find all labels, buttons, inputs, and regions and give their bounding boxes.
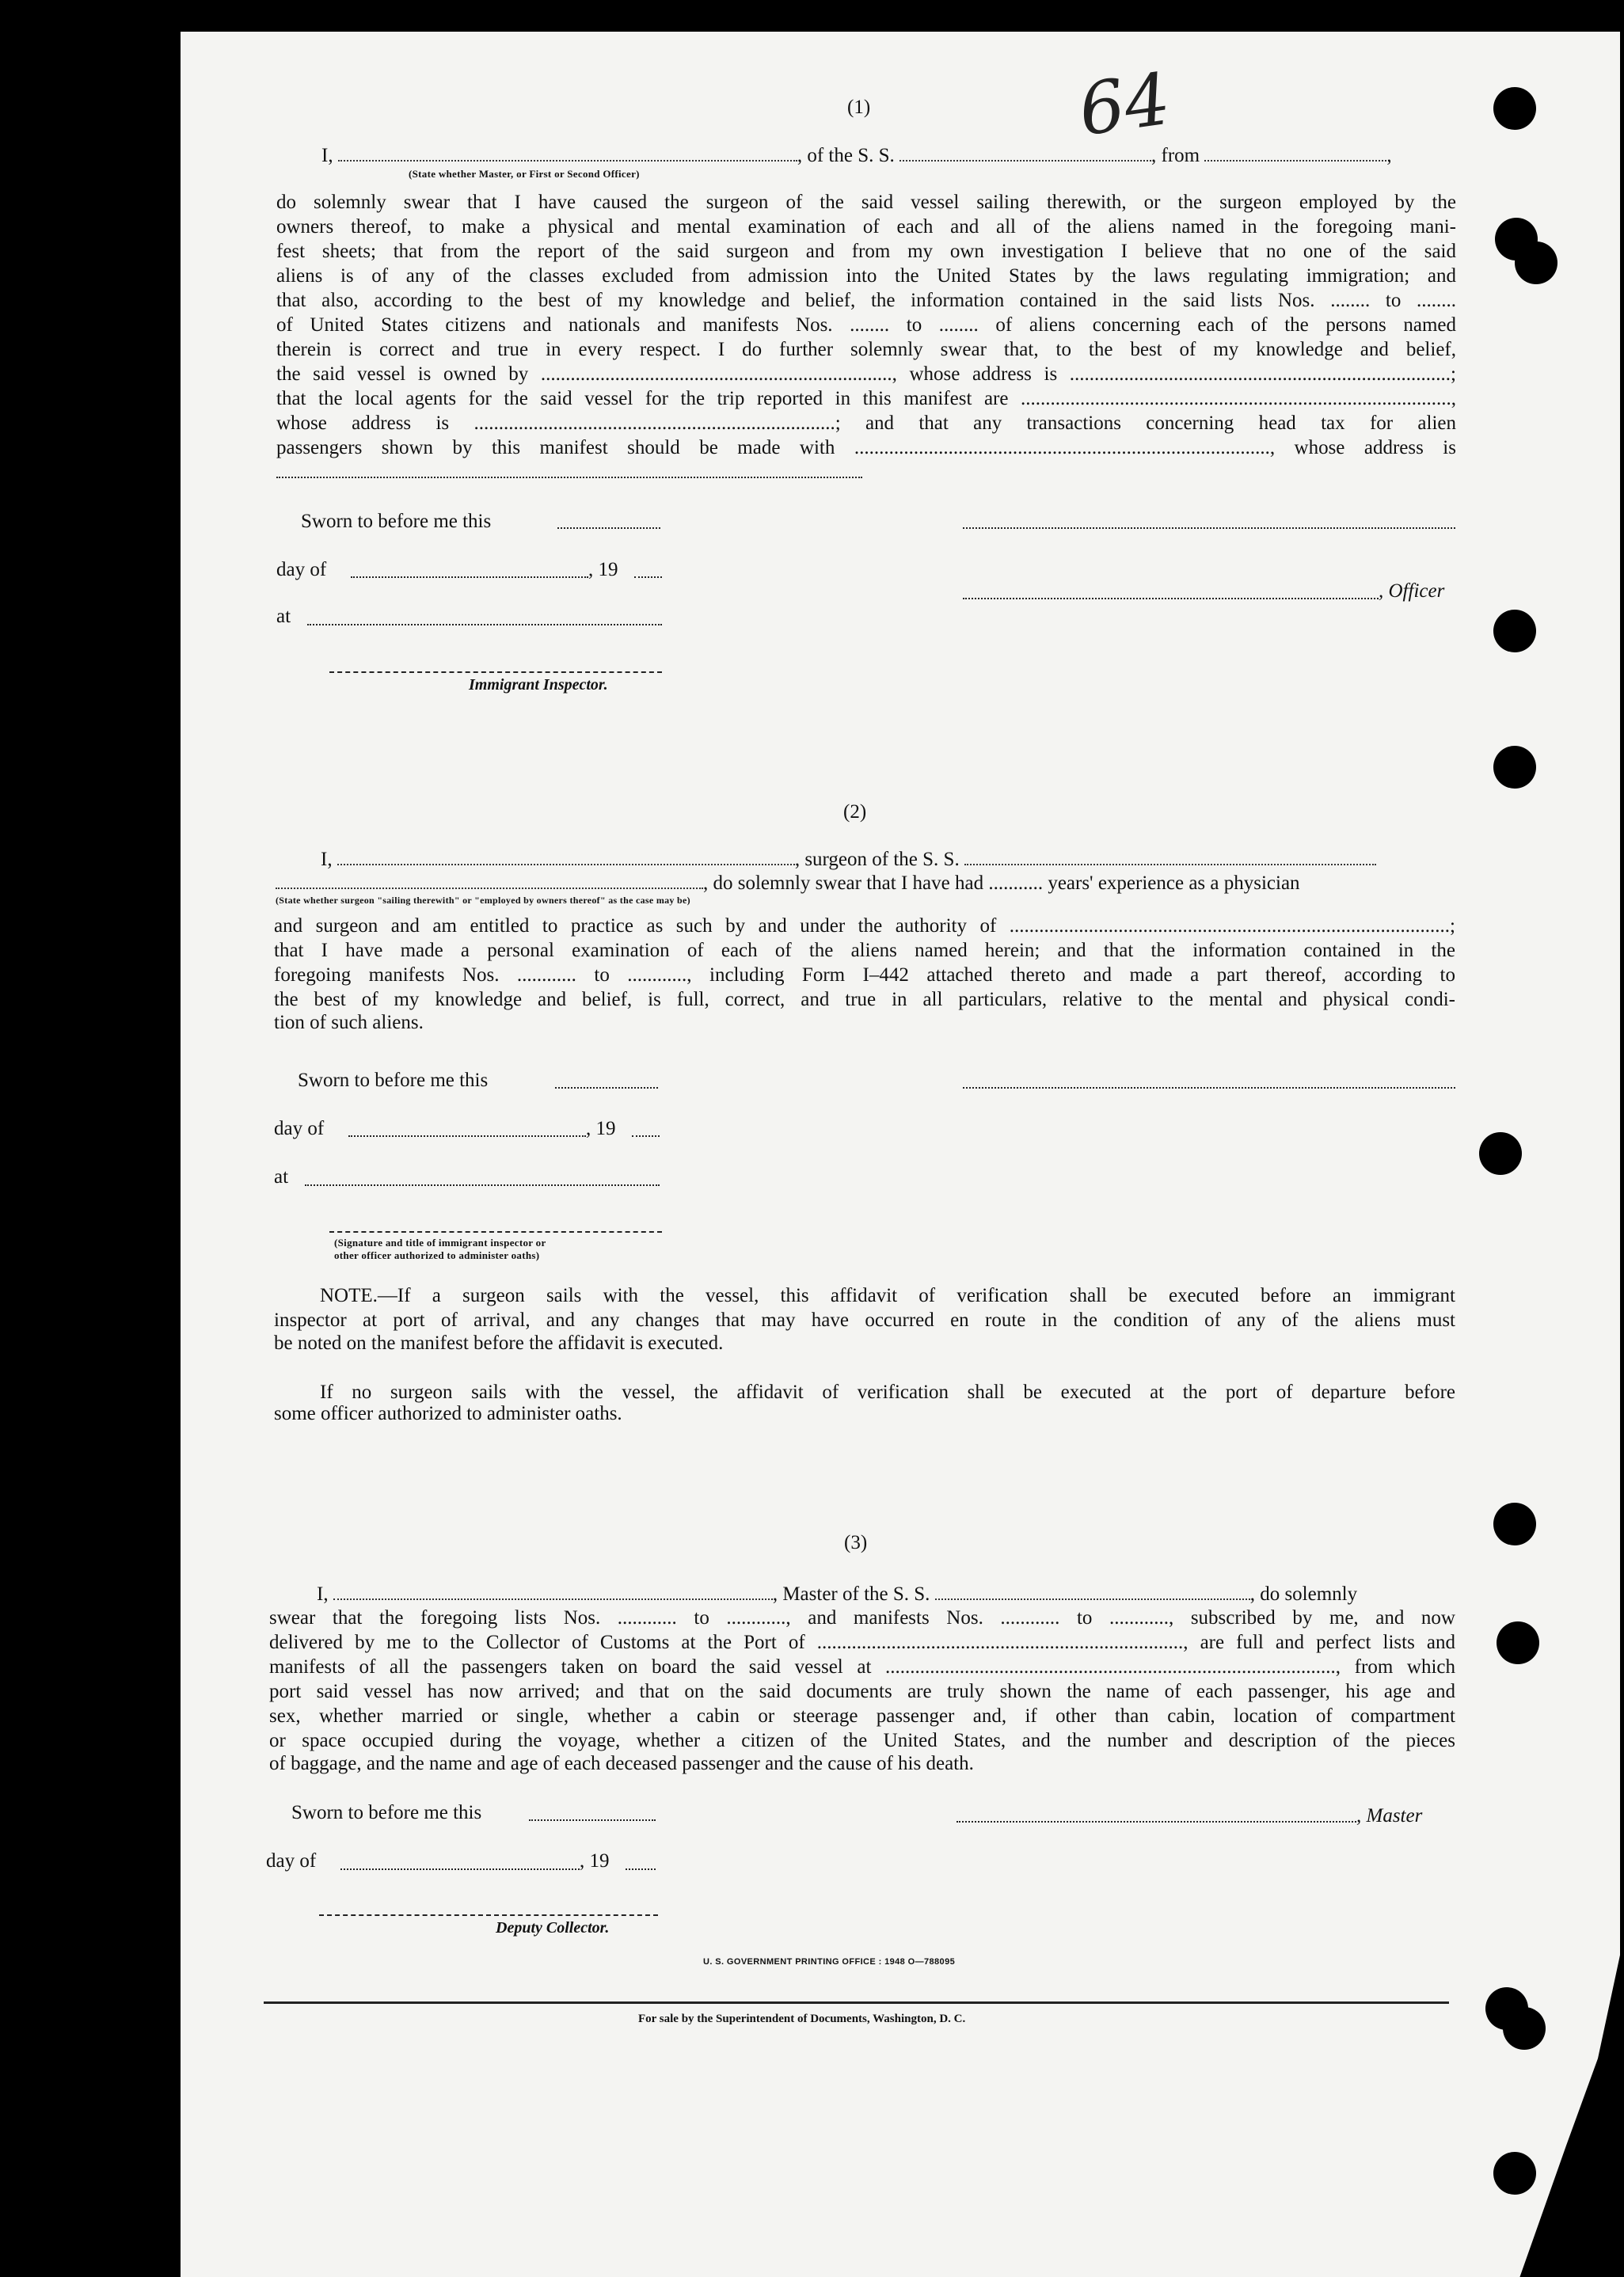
- at-label: at: [276, 606, 291, 627]
- year-label: , 19: [580, 1850, 610, 1872]
- year-field[interactable]: [626, 1868, 656, 1870]
- section-1-paragraph: [276, 190, 1456, 460]
- punch-hole: [1479, 1132, 1522, 1175]
- comma: ,: [1386, 145, 1392, 166]
- paragraph-line: delivered by me to the Collector of Customs at the Port of .........................................................................., are full and perfect lists and: [269, 1632, 1455, 1653]
- departure-port-field[interactable]: [1204, 159, 1386, 162]
- torn-corner: [1432, 1948, 1620, 2277]
- signature-caption-2: other officer authorized to administer oaths): [334, 1249, 540, 1261]
- day-of-label: day of: [274, 1118, 325, 1139]
- collector-signature-field[interactable]: [319, 1914, 658, 1916]
- paragraph-line: do solemnly swear that I have caused the surgeon of the said vessel sailing therewith, or the surgeon employed by the: [276, 192, 1456, 213]
- year-field[interactable]: [634, 576, 662, 578]
- printer-imprint: U. S. GOVERNMENT PRINTING OFFICE : 1948 O—788095: [703, 1957, 956, 1967]
- paragraph-line: fest sheets; that from the report of the said surgeon and from my own investigation I believe that no one of the said: [276, 241, 1456, 262]
- master-label: , Master: [1356, 1805, 1423, 1827]
- sworn-label: Sworn to before me this: [298, 1070, 489, 1091]
- sworn-date-field[interactable]: [557, 527, 660, 529]
- month-field[interactable]: [348, 1135, 586, 1137]
- punch-hole: [1493, 1503, 1536, 1545]
- at-label: at: [274, 1166, 289, 1188]
- paragraph-line: of United States citizens and nationals and manifests Nos. ........ to ........ of aliens concerning each of the persons named: [276, 314, 1456, 336]
- paragraph-line: port said vessel has now arrived; and that on the said documents are truly shown the name of each passenger, his age and: [269, 1681, 1455, 1702]
- footer-text: For sale by the Superintendent of Documents, Washington, D. C.: [638, 2013, 966, 2025]
- pronoun-label: I,: [317, 1583, 329, 1605]
- note-line: NOTE.—If a surgeon sails with the vessel, this affidavit of verification shall be executed before an immigrant: [320, 1285, 1455, 1306]
- place-field[interactable]: [307, 624, 662, 625]
- note-paragraph: [274, 1283, 1455, 1332]
- year-label: , 19: [586, 1118, 616, 1139]
- paragraph-line: therein is correct and true in every respect. I do further solemnly swear that, to the best of my knowledge and belief,: [276, 339, 1456, 360]
- vessel-name-field[interactable]: [964, 863, 1376, 865]
- signature-caption-1: (Signature and title of immigrant inspector or: [334, 1237, 546, 1249]
- paragraph-line: foregoing manifests Nos. ............ to ............, including Form I–442 attached thereto and made a part thereof, according to: [274, 964, 1455, 986]
- section-3-first-line: [317, 1583, 1357, 1606]
- of-ss-label: , of the S. S.: [797, 145, 895, 166]
- years-experience-text: , do solemnly swear that I have had ........... years' experience as a physician: [703, 872, 1300, 894]
- sworn-label: Sworn to before me this: [291, 1802, 482, 1823]
- paragraph-line: the best of my knowledge and belief, is full, correct, and true in all particulars, relative to the mental and physical condi-: [274, 989, 1455, 1010]
- punch-hole: [1497, 1621, 1539, 1664]
- paragraph-line: swear that the foregoing lists Nos. ............ to ............, and manifests Nos. ............ to ............, subscribed by me, and now: [269, 1607, 1455, 1629]
- master-ss-label: , Master of the S. S.: [772, 1583, 930, 1605]
- solemnly-label: , do solemnly: [1249, 1583, 1358, 1605]
- section-1-number: (1): [847, 97, 871, 118]
- day-of-label: day of: [266, 1850, 317, 1872]
- inspector-signature-field[interactable]: [329, 671, 662, 673]
- paragraph-line: whose address is .........................................................................; and that any transactions concerning head tax for alien: [276, 412, 1456, 434]
- place-field[interactable]: [305, 1184, 660, 1186]
- from-label: , from: [1151, 145, 1200, 166]
- collector-label: Deputy Collector.: [496, 1919, 610, 1937]
- section-2-number: (2): [843, 801, 867, 823]
- officer-label: , Officer: [1379, 580, 1445, 602]
- punch-hole: [1493, 746, 1536, 789]
- note-last-line: be noted on the manifest before the affidavit is executed.: [274, 1332, 724, 1354]
- paragraph-line: the said vessel is owned by ......................................................................., whose address is .............................................................................;: [276, 363, 1456, 385]
- paragraph-last-line: of baggage, and the name and age of each deceased passenger and the cause of his death.: [269, 1753, 974, 1774]
- section-3-number: (3): [844, 1532, 868, 1553]
- officer-signature-field[interactable]: [963, 527, 1455, 529]
- paragraph-line: that the local agents for the said vessel for the trip reported in this manifest are .......................................................................................,: [276, 388, 1456, 409]
- note-line: inspector at port of arrival, and any changes that may have occurred en route in the condition of any of the aliens must: [274, 1310, 1455, 1331]
- note2-last-line: some officer authorized to administer oaths.: [274, 1403, 622, 1424]
- footer-rule: [264, 2001, 1449, 2004]
- paragraph-last-line: tion of such aliens.: [274, 1012, 424, 1033]
- section-1-caption: (State whether Master, or First or Second Officer): [409, 168, 640, 180]
- section-2-second-line: [276, 872, 1300, 895]
- surgeon-ss-label: , surgeon of the S. S.: [794, 849, 960, 870]
- day-of-label: day of: [276, 559, 327, 580]
- paragraph-line: sex, whether married or single, whether a cabin or steerage passenger and, if other than cabin, location of compartment: [269, 1705, 1455, 1727]
- vessel-name-field[interactable]: [935, 1598, 1250, 1600]
- sworn-date-field[interactable]: [529, 1819, 656, 1821]
- master-signature-field[interactable]: [957, 1821, 1356, 1823]
- paragraph-line: that also, according to the best of my knowledge and belief, the information contained in the said lists Nos. ........ to ........: [276, 290, 1456, 311]
- section-2-caption: (State whether surgeon "sailing therewith" or "employed by owners thereof" as the case may be): [276, 895, 690, 906]
- month-field[interactable]: [340, 1868, 580, 1870]
- paragraph-line: or space occupied during the voyage, whether a citizen of the United States, and the number and description of the pieces: [269, 1730, 1455, 1751]
- inspector-label: Immigrant Inspector.: [469, 676, 608, 694]
- officer-title-field[interactable]: [963, 598, 1379, 599]
- page-number-mark: 64: [1074, 57, 1176, 153]
- vessel-name-field[interactable]: [899, 159, 1151, 162]
- year-field[interactable]: [632, 1135, 660, 1137]
- month-field[interactable]: [351, 576, 588, 578]
- surgeon-status-field[interactable]: [276, 887, 703, 889]
- pronoun-label: I,: [321, 849, 333, 870]
- section-1-first-line: [321, 145, 1392, 167]
- surgeon-name-field[interactable]: [337, 863, 795, 865]
- address-continuation-field[interactable]: [276, 477, 862, 478]
- paragraph-line: passengers shown by this manifest should be made with ...................................................................................., whose address is: [276, 437, 1456, 458]
- punch-hole: [1493, 87, 1536, 130]
- inspector-signature-field[interactable]: [963, 1087, 1455, 1089]
- sworn-date-field[interactable]: [555, 1087, 658, 1089]
- master-name-field[interactable]: [333, 1598, 773, 1600]
- punch-hole: [1493, 610, 1536, 652]
- section-3-paragraph: [269, 1606, 1455, 1753]
- paragraph-line: manifests of all the passengers taken on board the said vessel at ..........................................................................................., from which: [269, 1656, 1455, 1678]
- officer-title-field[interactable]: [338, 159, 797, 162]
- note2-paragraph: [274, 1380, 1455, 1405]
- signature-title-field[interactable]: [329, 1231, 662, 1233]
- year-label: , 19: [588, 559, 618, 580]
- sworn-label: Sworn to before me this: [301, 511, 492, 532]
- section-2-paragraph: [274, 914, 1455, 1012]
- section-2-first-line: [321, 849, 1376, 871]
- form-sheet: [181, 32, 1620, 2277]
- paragraph-line: that I have made a personal examination of each of the aliens named herein; and that the information contained in the: [274, 940, 1455, 961]
- paragraph-line: aliens is of any of the classes excluded from admission into the United States by the laws regulating immigration; and: [276, 265, 1456, 287]
- pronoun-label: I,: [321, 145, 333, 166]
- note2-line: If no surgeon sails with the vessel, the affidavit of verification shall be executed at the port of departure before: [320, 1382, 1455, 1403]
- paragraph-line: and surgeon and am entitled to practice as such by and under the authority of .........................................................................................;: [274, 915, 1455, 937]
- punch-hole: [1515, 241, 1557, 284]
- paragraph-line: owners thereof, to make a physical and mental examination of each and all of the aliens named in the foregoing mani-: [276, 216, 1456, 238]
